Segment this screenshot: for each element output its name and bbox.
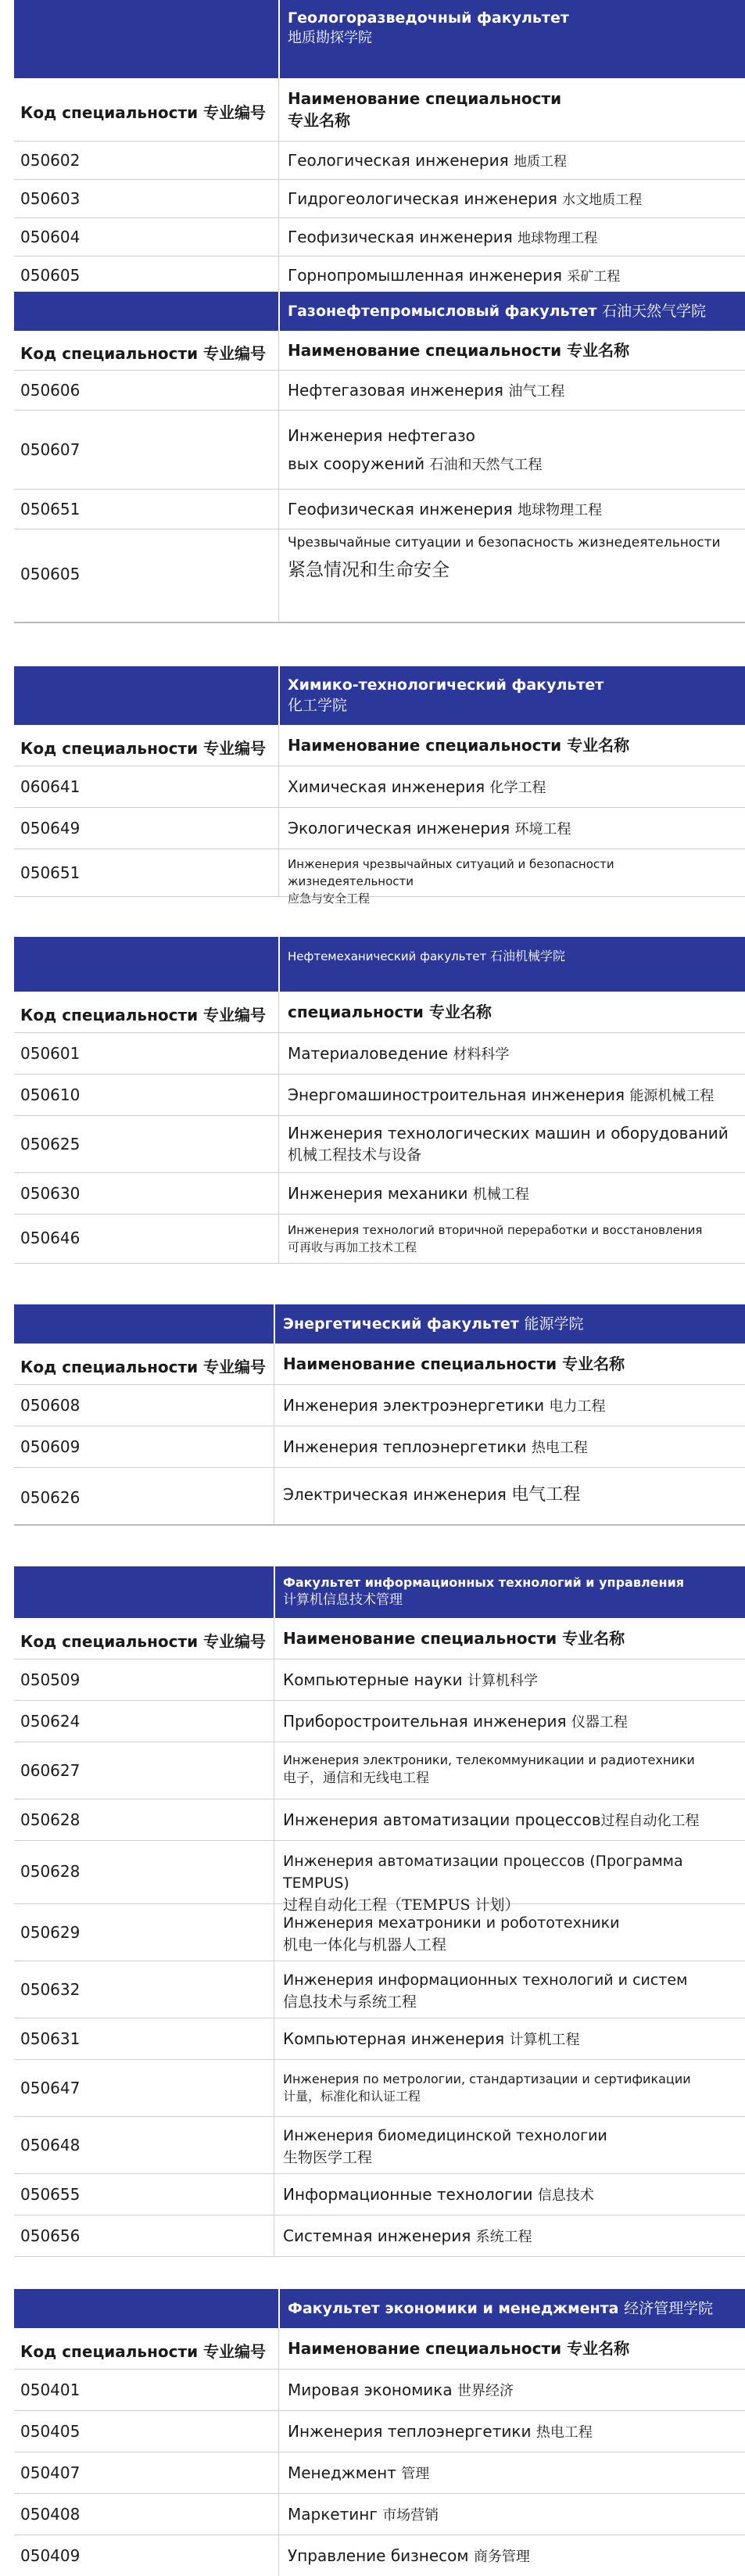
faculty-section-chemical (14, 666, 745, 906)
column-header-row (14, 1344, 745, 1385)
specialty-name (288, 264, 740, 288)
faculty-section-economics (14, 2289, 745, 2576)
table-row (14, 1033, 745, 1075)
table-row (14, 2452, 745, 2494)
specialty-code: 050609 (20, 1437, 81, 1456)
divider (278, 142, 279, 179)
specialty-name-cn: 采矿工程 (567, 269, 621, 285)
specialty-name-cn: 电气工程 (511, 1485, 581, 1505)
specialty-name-cn: 生物医学工程 (283, 2149, 373, 2166)
table-row (14, 808, 745, 849)
faculty-header (14, 666, 745, 725)
divider (278, 1173, 279, 1214)
specialty-name-ru: Гидрогеологическая инженерия (288, 189, 557, 208)
divider (278, 331, 279, 370)
specialty-name-ru: Мировая экономика (288, 2380, 453, 2399)
specialty-name-ru: Электрическая инженерия (283, 1485, 507, 1504)
specialty-name-ru: Системная инженерия (283, 2226, 471, 2245)
specialty-name-cn: 机械工程技术与设备 (288, 1146, 422, 1164)
specialty-name (283, 1752, 740, 1788)
col-code-header: Код специальности 专业编号 (20, 344, 267, 363)
col-name-header-cn: 专业名称 (562, 1629, 625, 1648)
specialty-name-ru: Инженерия теплоэнергетики (288, 2422, 532, 2441)
divider (278, 2328, 279, 2369)
specialty-name-cn: 石油和天然气工程 (429, 457, 543, 473)
specialty-name-cn: 能源机械工程 (629, 1088, 715, 1104)
divider (278, 1116, 279, 1172)
table-row (14, 218, 745, 257)
col-name-header: специальности 专业名称 (288, 1003, 492, 1021)
specialty-code: 060627 (20, 1761, 81, 1780)
faculty-title-cn: 石油机械学院 (490, 949, 566, 963)
specialty-code: 050610 (20, 1085, 81, 1104)
specialty-code: 050629 (20, 1923, 81, 1942)
col-name-header (283, 1353, 740, 1375)
faculty-title-ru: Факультет информационных технологий и управления (283, 1575, 685, 1590)
divider (278, 666, 280, 725)
specialty-code: 050509 (20, 1670, 81, 1689)
table-row (14, 1426, 745, 1468)
divider (278, 849, 279, 896)
col-name-header-cn: 专业名称 (288, 111, 350, 130)
specialty-name-cn: 化学工程 (489, 780, 546, 796)
specialty-code: 050647 (20, 2079, 81, 2097)
specialty-name-cn: 电力工程 (549, 1398, 606, 1415)
column-header-row (14, 725, 745, 766)
faculty-title-ru: Нефтемеханический факультет (288, 949, 487, 963)
specialty-name (288, 776, 740, 799)
table-row (14, 849, 745, 906)
specialty-name (288, 226, 740, 249)
divider (278, 371, 279, 410)
specialty-name (288, 1084, 740, 1107)
specialty-name (283, 2071, 740, 2105)
specialty-name (283, 2183, 740, 2207)
specialty-name-cn: 管理 (401, 2466, 430, 2482)
divider (278, 2289, 280, 2328)
divider (278, 529, 279, 622)
specialty-name-ru: Инженерия мехатроники и робототехники (283, 1914, 620, 1932)
divider (278, 2535, 279, 2576)
specialty-name-cn: 材料科学 (453, 1046, 510, 1063)
column-header-row (14, 331, 745, 371)
col-name-header-ru: Наименование специальности (288, 89, 562, 108)
faculty-header (14, 0, 745, 78)
specialty-name-cn: 过程自动化工程（TEMPUS 计划） (283, 1896, 520, 1914)
faculty-title-cn: 化工学院 (288, 697, 348, 714)
specialty-name (288, 1042, 740, 1066)
divider (278, 1033, 279, 1074)
specialty-name-ru: Нефтегазовая инженерия (288, 381, 503, 400)
faculty-section-it (14, 1566, 745, 2257)
col-name-header-cn: 专业名称 (567, 736, 630, 755)
specialty-name (288, 817, 740, 841)
specialty-name (288, 498, 740, 522)
specialty-name-ru: Геофизическая инженерия (288, 500, 513, 518)
specialty-name-ru: Энергомашиностроительная инженерия (288, 1085, 625, 1104)
specialty-name-cn: 信息技术 (537, 2187, 594, 2204)
divider (274, 1304, 275, 1344)
specialty-name-ru: Химическая инженерия (288, 777, 485, 796)
table-row (14, 766, 745, 808)
col-name-header (288, 88, 740, 131)
table-row (14, 1468, 745, 1526)
specialty-name-ru: Приборостроительная инженерия (283, 1712, 567, 1731)
specialty-name-ru-line1: Инженерия нефтегазо (288, 426, 475, 445)
col-name-header-ru: Наименование специальности (288, 736, 562, 755)
table-row (14, 1701, 745, 1742)
faculty-header (14, 937, 745, 992)
specialty-name-cn: 地球物理工程 (518, 502, 603, 518)
specialty-name-cn: 过程自动化工程 (600, 1813, 700, 1829)
specialty-code: 050655 (20, 2185, 81, 2204)
specialty-name-ru: Инженерия биомедицинской технологии (283, 2127, 607, 2144)
specialty-name-ru: Инженерия информационных технологий и систем (283, 1971, 688, 1989)
faculty-title (288, 301, 739, 321)
faculty-title-cn: 能源学院 (524, 1315, 584, 1333)
faculty-header (14, 292, 745, 331)
divider (278, 2494, 279, 2535)
specialty-name (288, 2462, 740, 2485)
specialty-name-cn: 应急与安全工程 (288, 892, 371, 906)
specialty-name-cn: 商务管理 (473, 2549, 530, 2565)
specialty-code: 050608 (20, 1396, 81, 1415)
divider (274, 1566, 275, 1618)
specialty-code: 050651 (20, 500, 81, 518)
faculty-header (14, 2289, 745, 2328)
specialty-name (288, 2503, 740, 2527)
specialty-name-ru: Инженерия чрезвычайных ситуаций и безопасности жизнедеятельности (288, 857, 614, 888)
specialty-name-cn: 仪器工程 (571, 1714, 628, 1731)
specialty-code: 050624 (20, 1712, 81, 1731)
table-row (14, 2018, 745, 2060)
divider (278, 257, 279, 294)
divider (278, 992, 279, 1032)
specialty-code: 050605 (20, 565, 81, 583)
divider (278, 218, 279, 256)
specialty-code: 050605 (20, 266, 81, 285)
faculty-header (14, 1304, 745, 1344)
col-name-header (283, 1627, 740, 1649)
specialty-name-cn: 电子，通信和无线电工程 (283, 1771, 429, 1786)
column-header-row (14, 1618, 745, 1659)
specialty-name-ru: Инженерия по метрологии, стандартизации и сертификации (283, 2072, 691, 2086)
specialty-code: 050603 (20, 189, 81, 208)
specialty-name (283, 1436, 740, 1459)
table-row (14, 1799, 745, 1841)
divider (278, 1214, 279, 1263)
specialty-name-ru-line2 (288, 450, 740, 479)
table-row (14, 180, 745, 218)
specialty-name-cn: 计算机工程 (509, 2032, 580, 2048)
col-name-header (288, 734, 740, 756)
specialty-name-cn: 世界经济 (457, 2383, 514, 2399)
faculty-title-cn: 计算机信息技术管理 (283, 1592, 403, 1608)
specialty-code: 050626 (20, 1488, 81, 1507)
specialty-name-ru: Менеджмент (288, 2463, 396, 2482)
specialty-name-ru: Маркетинг (288, 2505, 378, 2524)
specialty-name-ru: Инженерия механики (288, 1184, 468, 1203)
divider (278, 766, 279, 807)
specialty-name-cn: 系统工程 (475, 2229, 532, 2245)
faculty-title-ru: Газонефтепромысловый факультет (288, 303, 597, 320)
specialty-name (283, 1394, 740, 1418)
divider (278, 937, 280, 992)
col-code-header: Код специальности 专业编号 (20, 2342, 267, 2361)
specialty-name-ru: Компьютерные науки (283, 1670, 463, 1689)
specialty-name-cn: 市场营销 (382, 2507, 439, 2524)
specialty-name (283, 1710, 740, 1734)
specialty-name-ru: Компьютерная инженерия (283, 2029, 505, 2048)
specialty-name-cn: 环境工程 (514, 821, 571, 838)
faculty-header (14, 1566, 745, 1618)
table-row (14, 1075, 745, 1116)
specialty-name-ru: Экологическая инженерия (288, 819, 510, 838)
col-code-header: Код специальности 专业编号 (20, 103, 267, 122)
divider (278, 0, 280, 78)
faculty-title-cn: 石油天然气学院 (602, 303, 707, 320)
specialty-code: 050630 (20, 1184, 81, 1203)
specialty-code: 050604 (20, 228, 81, 246)
divider (278, 490, 279, 529)
table-row (14, 2117, 745, 2174)
specialty-name-ru: Геологическая инженерия (288, 151, 509, 170)
faculty-section-oil-gas (14, 292, 745, 623)
specialty-name (283, 1669, 740, 1692)
specialty-name (288, 534, 740, 581)
col-name-header: Наименование специальности 专业名称 (288, 341, 630, 360)
specialty-name (283, 1912, 740, 1956)
table-row (14, 1214, 745, 1264)
specialty-name-ru: Инженерия технологий вторичной переработки и восстановления (288, 1223, 703, 1237)
faculty-title-ru: Энергетический факультет (283, 1315, 519, 1333)
faculty-title-cn: 经济管理学院 (624, 2300, 714, 2317)
specialty-name (283, 1484, 740, 1506)
specialty-name-ru: Материаловедение (288, 1044, 449, 1063)
table-row (14, 142, 745, 180)
faculty-section-oil-mechanical (14, 937, 745, 1264)
table-row (14, 411, 745, 490)
divider (278, 180, 279, 217)
faculty-section-geology (14, 0, 745, 295)
specialty-code: 060641 (20, 777, 81, 796)
divider (278, 2452, 279, 2493)
faculty-title-cn: 地质勘探学院 (288, 30, 372, 46)
specialty-code: 050656 (20, 2226, 81, 2245)
specialty-name (283, 2028, 740, 2051)
specialty-name (288, 2379, 740, 2402)
table-row (14, 490, 745, 529)
faculty-title-ru: Химико-технологический факультет (288, 676, 604, 694)
column-header-row (14, 78, 745, 142)
specialty-name-ru: Инженерия автоматизации процессов (283, 1810, 601, 1829)
specialty-code: 050602 (20, 151, 81, 170)
specialty-code: 050651 (20, 863, 81, 882)
col-name-header-ru: Наименование специальности (283, 1354, 557, 1373)
specialty-name-ru: Инженерия теплоэнергетики (283, 1437, 527, 1456)
divider (278, 292, 280, 331)
faculty-title-ru: Факультет экономики и менеджмента (288, 2300, 619, 2317)
specialty-name-cn: 可再收与再加工技术工程 (288, 1240, 417, 1254)
table-row (14, 2215, 745, 2257)
specialty-name (288, 1182, 740, 1206)
specialty-name-cn: 信息技术与系统工程 (283, 1993, 417, 2011)
specialty-code: 050401 (20, 2380, 81, 2399)
specialty-name-ru: Чрезвычайные ситуации и безопасность жизнедеятельности (288, 535, 721, 551)
specialty-name (288, 2545, 740, 2568)
specialty-code: 050625 (20, 1135, 81, 1153)
specialty-name-ru: Информационные технологии (283, 2185, 533, 2204)
specialty-name-cn: 紧急情况和生命安全 (288, 560, 450, 580)
faculty-title-ru: Геологоразведочный факультет (288, 9, 569, 27)
specialty-code: 050607 (20, 440, 81, 459)
table-row (14, 1961, 745, 2018)
specialty-code: 050628 (20, 1810, 81, 1829)
specialty-name-ru: вых сооружений (288, 454, 425, 473)
table-row (14, 2494, 745, 2535)
table-row (14, 1659, 745, 1701)
specialty-name (288, 856, 740, 907)
faculty-title (288, 2298, 739, 2319)
divider (278, 808, 279, 849)
specialty-name-ru: Инженерия технологических машин и оборудований (288, 1124, 729, 1143)
specialty-name (283, 2125, 740, 2169)
divider (278, 1075, 279, 1115)
table-row (14, 371, 745, 411)
specialty-name (283, 1969, 740, 2013)
specialty-name-cn: 地质工程 (513, 154, 567, 170)
specialty-name-ru: Инженерия автоматизации процессов (Программа TEMPUS) (283, 1853, 683, 1892)
table-row (14, 1841, 745, 1914)
col-code-header: Код специальности 专业编号 (20, 1006, 267, 1024)
table-row (14, 1116, 745, 1173)
specialty-name-cn: 油气工程 (508, 383, 565, 400)
specialty-name-ru: Горнопромышленная инженерия (288, 266, 563, 285)
table-row (14, 1173, 745, 1214)
column-header-row (14, 992, 745, 1033)
specialty-name (288, 188, 740, 211)
col-code-header: Код специальности 专业编号 (20, 739, 267, 758)
col-code-header: Код специальности 专业编号 (20, 1632, 267, 1651)
table-row (14, 2174, 745, 2215)
specialty-name (288, 379, 740, 403)
specialty-name-ru: Инженерия электроники, телекоммуникации и радиотехники (283, 1753, 695, 1767)
col-code-header: Код специальности 专业编号 (20, 1358, 267, 1376)
specialty-code: 050409 (20, 2546, 81, 2565)
specialty-name-cn: 机电一体化与机器人工程 (283, 1936, 447, 1954)
specialty-name-cn: 计量，标准化和认证工程 (283, 2089, 421, 2104)
specialty-code: 050408 (20, 2505, 81, 2524)
specialty-name (288, 1222, 740, 1256)
table-row (14, 2535, 745, 2576)
specialty-name (288, 149, 740, 173)
table-row (14, 1742, 745, 1799)
table-row (14, 529, 745, 623)
specialty-name-cn: 水文地质工程 (562, 192, 643, 208)
specialty-name (283, 2225, 740, 2248)
specialty-name-cn: 机械工程 (472, 1186, 529, 1203)
specialty-name-ru: Инженерия электроэнергетики (283, 1396, 545, 1415)
faculty-title (283, 1574, 739, 1609)
specialty-code: 050631 (20, 2029, 81, 2048)
faculty-title (288, 675, 739, 716)
specialty-code: 050405 (20, 2422, 81, 2441)
specialty-code: 050601 (20, 1044, 81, 1063)
table-row (14, 2370, 745, 2411)
specialty-name (288, 422, 740, 479)
specialty-code: 050407 (20, 2463, 81, 2482)
col-name-header-cn: 专业名称 (562, 1354, 625, 1373)
faculty-title (288, 946, 739, 967)
faculty-title (283, 1314, 739, 1334)
specialty-name (288, 2420, 740, 2444)
specialty-name-cn: 热电工程 (531, 1440, 588, 1456)
table-row (14, 257, 745, 295)
divider (278, 2411, 279, 2452)
table-row (14, 1385, 745, 1426)
specialty-name (288, 1122, 740, 1166)
col-name-header-ru: Наименование специальности (288, 2339, 562, 2358)
specialty-code: 050606 (20, 381, 81, 400)
col-name-header-cn: 专业名称 (567, 2339, 630, 2358)
table-row (14, 1904, 745, 1961)
specialty-name-cn: 地球物理工程 (518, 231, 598, 246)
table-row (14, 2060, 745, 2117)
divider (278, 78, 279, 141)
specialty-code: 050632 (20, 1980, 81, 1999)
specialty-name-ru: Геофизическая инженерия (288, 228, 513, 246)
col-name-header (288, 2337, 740, 2359)
specialty-name-ru: Управление бизнесом (288, 2546, 469, 2565)
specialty-code: 050648 (20, 2136, 81, 2154)
specialty-name-cn: 热电工程 (535, 2424, 593, 2441)
column-header-row (14, 2328, 745, 2370)
specialty-name (283, 1809, 740, 1832)
col-name-header-ru: Наименование специальности (283, 1629, 557, 1648)
divider (278, 2370, 279, 2410)
specialty-code: 050649 (20, 819, 81, 838)
divider (278, 411, 279, 489)
faculty-section-energy (14, 1304, 745, 1526)
faculty-title (288, 8, 739, 48)
specialty-code: 050646 (20, 1229, 81, 1247)
table-row (14, 2411, 745, 2452)
specialty-code: 050628 (20, 1862, 81, 1881)
divider (278, 725, 279, 766)
specialty-name-cn: 计算机科学 (467, 1673, 539, 1689)
